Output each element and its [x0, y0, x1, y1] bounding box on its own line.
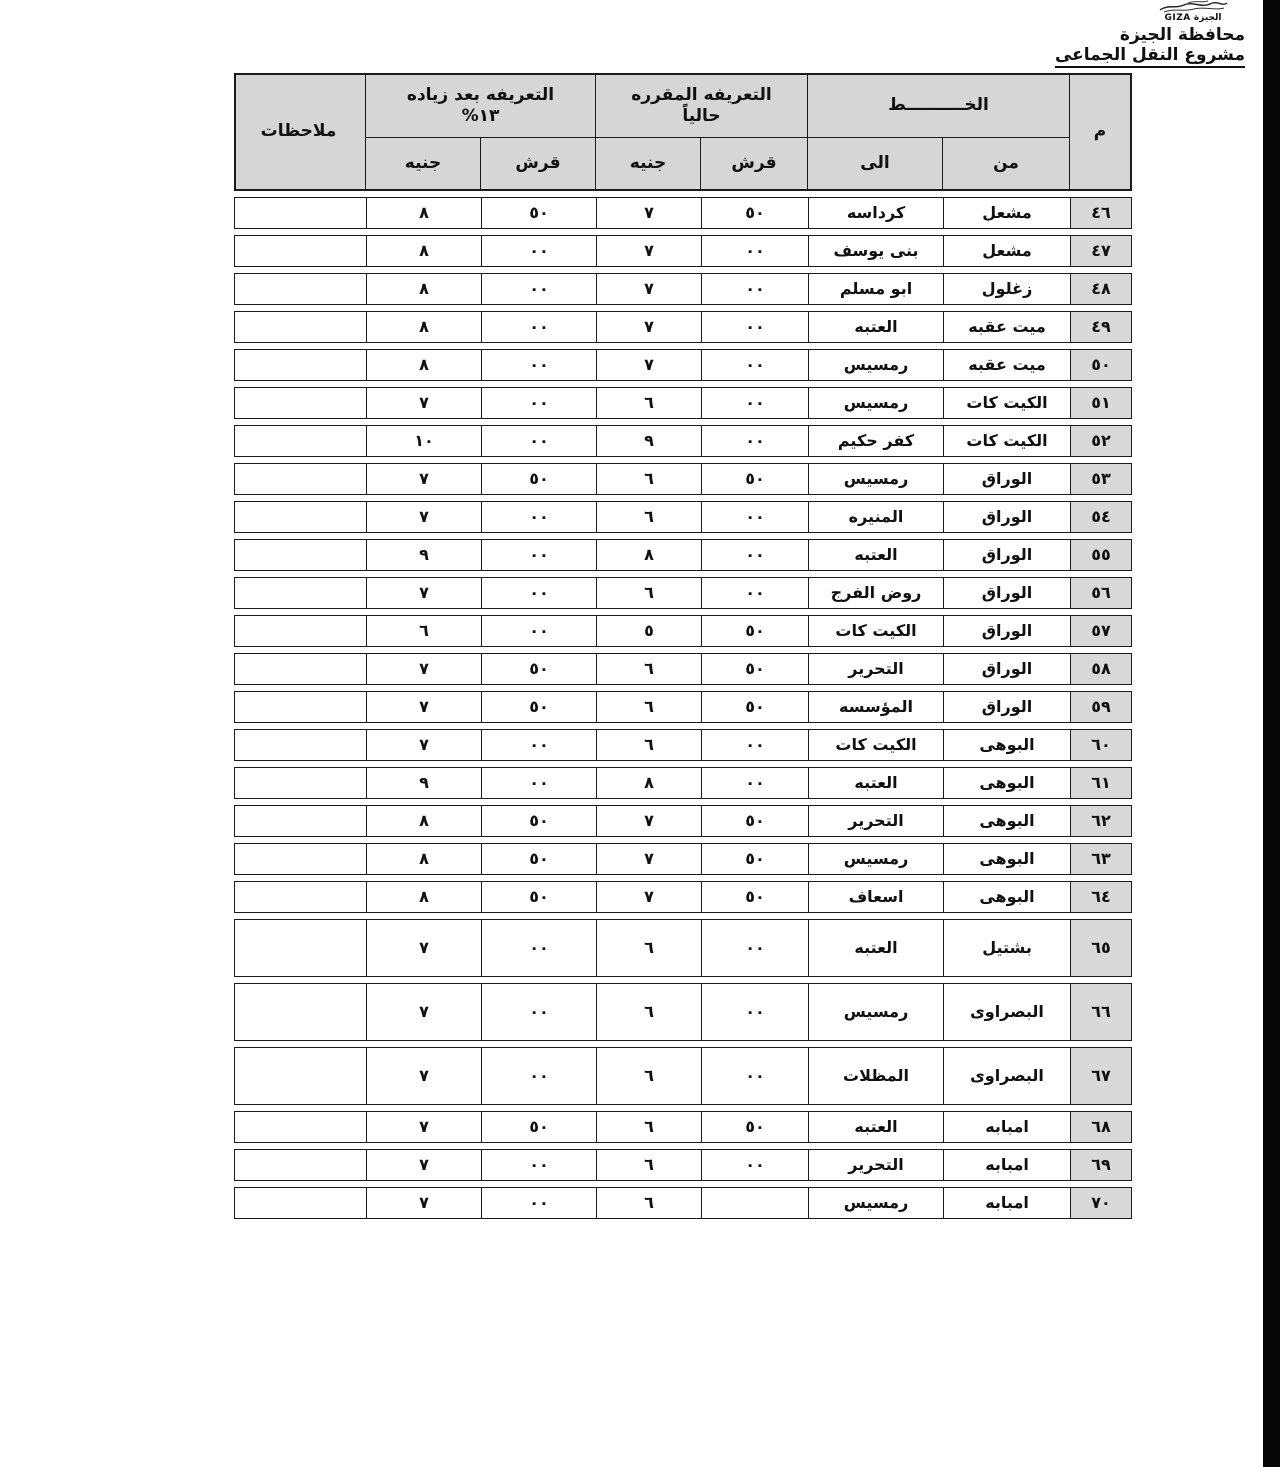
header-current-tariff-line2: حالياً [682, 106, 721, 126]
cell-increased-geneh: ٧ [367, 920, 482, 976]
cell-to: التحرير [809, 806, 944, 836]
header-increased-tariff-line1: التعريفه بعد زياده [406, 84, 555, 105]
cell-increased-geneh: ٨ [367, 274, 482, 304]
cell-increased-geneh: ٨ [367, 198, 482, 228]
table-row [234, 729, 1132, 761]
cell-notes [233, 540, 367, 570]
table-row [234, 1187, 1132, 1219]
cell-from: ميت عقبه [944, 350, 1071, 380]
cell-current-qirsh: ٠٠ [702, 768, 809, 798]
logo-scribble-icon [1158, 0, 1228, 13]
table-row [234, 881, 1132, 913]
table-row [234, 349, 1132, 381]
header-from: من [943, 137, 1070, 189]
cell-notes [233, 654, 367, 684]
cell-to: الكيت كات [809, 730, 944, 760]
cell-notes [233, 1150, 367, 1180]
header-line-group: الخــــــــــط [808, 75, 1070, 137]
header-current-tariff-group [596, 75, 808, 137]
page-header [1055, 0, 1245, 68]
cell-current-geneh: ٧ [597, 312, 702, 342]
cell-serial: ٦٣ [1071, 844, 1131, 874]
cell-serial: ٤٨ [1071, 274, 1131, 304]
cell-current-geneh: ٦ [597, 920, 702, 976]
cell-increased-geneh: ٨ [367, 312, 482, 342]
table-row [234, 539, 1132, 571]
cell-to: العتبه [809, 1112, 944, 1142]
cell-serial: ٦١ [1071, 768, 1131, 798]
cell-serial: ٥٩ [1071, 692, 1131, 722]
cell-current-qirsh: ٠٠ [702, 1048, 809, 1104]
cell-current-geneh: ٦ [597, 464, 702, 494]
cell-current-qirsh: ٠٠ [702, 350, 809, 380]
cell-to: التحرير [809, 1150, 944, 1180]
cell-serial: ٥٧ [1071, 616, 1131, 646]
cell-serial: ٥٠ [1071, 350, 1131, 380]
cell-serial: ٥٨ [1071, 654, 1131, 684]
header-notes: ملاحظات [232, 75, 366, 189]
cell-notes [233, 768, 367, 798]
table-header [234, 73, 1132, 191]
cell-serial: ٦٠ [1071, 730, 1131, 760]
table-row [234, 1149, 1132, 1181]
header-increased-geneh: جنيه [366, 137, 481, 189]
cell-current-qirsh: ٠٠ [702, 920, 809, 976]
cell-increased-qirsh: ٥٠ [482, 654, 597, 684]
cell-increased-qirsh: ٥٠ [482, 1112, 597, 1142]
cell-current-geneh: ٧ [597, 236, 702, 266]
table-row [234, 919, 1132, 977]
cell-from: زغلول [944, 274, 1071, 304]
cell-from: البصراوى [944, 1048, 1071, 1104]
cell-current-geneh: ٧ [597, 350, 702, 380]
cell-from: امبابه [944, 1112, 1071, 1142]
cell-serial: ٦٩ [1071, 1150, 1131, 1180]
table-row [234, 463, 1132, 495]
cell-notes [233, 1188, 367, 1218]
cell-notes [233, 844, 367, 874]
cell-increased-geneh: ٨ [367, 350, 482, 380]
cell-from: الكيت كات [944, 426, 1071, 456]
fare-table [234, 73, 1132, 1225]
cell-to: رمسيس [809, 984, 944, 1040]
cell-current-geneh: ٦ [597, 388, 702, 418]
cell-current-geneh: ٧ [597, 806, 702, 836]
cell-increased-geneh: ٧ [367, 730, 482, 760]
cell-from: الوراق [944, 540, 1071, 570]
cell-notes [233, 920, 367, 976]
header-current-geneh: جنيه [596, 137, 701, 189]
cell-current-qirsh: ٠٠ [702, 426, 809, 456]
cell-increased-geneh: ٧ [367, 1048, 482, 1104]
cell-current-geneh: ٦ [597, 730, 702, 760]
header-increased-tariff-group [366, 75, 596, 137]
cell-to: العتبه [809, 312, 944, 342]
cell-current-qirsh [702, 1188, 809, 1218]
cell-to: كرداسه [809, 198, 944, 228]
cell-current-qirsh: ٠٠ [702, 502, 809, 532]
cell-increased-qirsh: ٠٠ [482, 502, 597, 532]
cell-increased-qirsh: ٠٠ [482, 616, 597, 646]
cell-current-geneh: ٦ [597, 1188, 702, 1218]
cell-to: المنيره [809, 502, 944, 532]
header-current-qirsh: قرش [701, 137, 808, 189]
cell-increased-qirsh: ٠٠ [482, 1188, 597, 1218]
cell-serial: ٦٥ [1071, 920, 1131, 976]
cell-increased-geneh: ١٠ [367, 426, 482, 456]
cell-increased-geneh: ٩ [367, 540, 482, 570]
cell-from: امبابه [944, 1188, 1071, 1218]
cell-current-qirsh: ٠٠ [702, 540, 809, 570]
cell-from: الوراق [944, 616, 1071, 646]
cell-from: البصراوى [944, 984, 1071, 1040]
cell-increased-qirsh: ٠٠ [482, 426, 597, 456]
table-row [234, 1111, 1132, 1143]
header-increased-tariff-line2: ١٣% [461, 106, 500, 126]
cell-current-qirsh: ٥٠ [702, 654, 809, 684]
table-row [234, 691, 1132, 723]
cell-from: الوراق [944, 692, 1071, 722]
cell-increased-qirsh: ٠٠ [482, 578, 597, 608]
cell-current-geneh: ٨ [597, 768, 702, 798]
cell-current-qirsh: ٠٠ [702, 984, 809, 1040]
header-increased-qirsh: قرش [481, 137, 596, 189]
cell-increased-qirsh: ٥٠ [482, 806, 597, 836]
cell-current-geneh: ٧ [597, 198, 702, 228]
cell-serial: ٦٦ [1071, 984, 1131, 1040]
cell-from: البوهى [944, 844, 1071, 874]
cell-current-qirsh: ٥٠ [702, 692, 809, 722]
cell-notes [233, 426, 367, 456]
cell-increased-qirsh: ٠٠ [482, 1048, 597, 1104]
cell-from: البوهى [944, 730, 1071, 760]
cell-current-geneh: ٦ [597, 578, 702, 608]
cell-to: رمسيس [809, 844, 944, 874]
cell-increased-qirsh: ٠٠ [482, 274, 597, 304]
table-row [234, 983, 1132, 1041]
cell-notes [233, 692, 367, 722]
cell-current-qirsh: ٥٠ [702, 806, 809, 836]
page-title-project: مشروع النقل الجماعى [1055, 45, 1245, 68]
cell-from: ميت عقبه [944, 312, 1071, 342]
cell-serial: ٦٤ [1071, 882, 1131, 912]
table-row [234, 501, 1132, 533]
cell-current-geneh: ٦ [597, 984, 702, 1040]
cell-from: الوراق [944, 464, 1071, 494]
cell-from: امبابه [944, 1150, 1071, 1180]
table-row [234, 1047, 1132, 1105]
cell-increased-geneh: ٧ [367, 1150, 482, 1180]
cell-increased-geneh: ٧ [367, 984, 482, 1040]
cell-current-geneh: ٩ [597, 426, 702, 456]
cell-from: البوهى [944, 806, 1071, 836]
cell-serial: ٥٢ [1071, 426, 1131, 456]
table-row [234, 425, 1132, 457]
cell-from: بشتيل [944, 920, 1071, 976]
cell-increased-geneh: ٧ [367, 654, 482, 684]
cell-current-geneh: ٧ [597, 882, 702, 912]
cell-current-qirsh: ٠٠ [702, 236, 809, 266]
cell-serial: ٦٢ [1071, 806, 1131, 836]
cell-increased-geneh: ٧ [367, 1112, 482, 1142]
cell-to: ابو مسلم [809, 274, 944, 304]
cell-increased-qirsh: ٥٠ [482, 198, 597, 228]
cell-notes [233, 502, 367, 532]
cell-increased-qirsh: ٠٠ [482, 1150, 597, 1180]
cell-to: التحرير [809, 654, 944, 684]
cell-notes [233, 236, 367, 266]
table-row [234, 805, 1132, 837]
header-serial: م [1093, 121, 1107, 142]
table-row [234, 653, 1132, 685]
cell-from: الوراق [944, 502, 1071, 532]
table-row [234, 311, 1132, 343]
cell-increased-qirsh: ٠٠ [482, 984, 597, 1040]
cell-increased-qirsh: ٠٠ [482, 540, 597, 570]
cell-serial: ٥٣ [1071, 464, 1131, 494]
cell-notes [233, 882, 367, 912]
cell-current-geneh: ٦ [597, 692, 702, 722]
header-current-tariff-line1: التعريفه المقرره [631, 84, 772, 105]
cell-current-qirsh: ٠٠ [702, 274, 809, 304]
cell-increased-geneh: ٨ [367, 806, 482, 836]
cell-current-geneh: ٦ [597, 1150, 702, 1180]
cell-notes [233, 312, 367, 342]
cell-increased-qirsh: ٥٠ [482, 844, 597, 874]
cell-to: المظلات [809, 1048, 944, 1104]
cell-to: العتبه [809, 920, 944, 976]
table-row [234, 767, 1132, 799]
cell-notes [233, 198, 367, 228]
cell-to: المؤسسه [809, 692, 944, 722]
cell-notes [233, 1048, 367, 1104]
cell-current-qirsh: ٥٠ [702, 198, 809, 228]
table-row [234, 235, 1132, 267]
cell-current-qirsh: ٠٠ [702, 388, 809, 418]
cell-to: العتبه [809, 540, 944, 570]
cell-current-qirsh: ٥٠ [702, 616, 809, 646]
cell-serial: ٥١ [1071, 388, 1131, 418]
cell-from: البوهى [944, 882, 1071, 912]
cell-to: رمسيس [809, 1188, 944, 1218]
cell-serial: ٤٦ [1071, 198, 1131, 228]
cell-current-qirsh: ٠٠ [702, 312, 809, 342]
cell-increased-qirsh: ٠٠ [482, 236, 597, 266]
cell-increased-qirsh: ٠٠ [482, 312, 597, 342]
cell-increased-geneh: ٧ [367, 692, 482, 722]
giza-logo [1147, 0, 1239, 23]
cell-increased-qirsh: ٥٠ [482, 464, 597, 494]
cell-increased-geneh: ٩ [367, 768, 482, 798]
cell-notes [233, 350, 367, 380]
table-row [234, 615, 1132, 647]
cell-to: رمسيس [809, 350, 944, 380]
cell-current-geneh: ٥ [597, 616, 702, 646]
cell-current-qirsh: ٠٠ [702, 730, 809, 760]
cell-notes [233, 730, 367, 760]
table-row [234, 577, 1132, 609]
page-title-governorate: محافظة الجيزة [1119, 25, 1245, 45]
cell-from: البوهى [944, 768, 1071, 798]
cell-current-geneh: ٦ [597, 1112, 702, 1142]
table-body [234, 197, 1132, 1219]
cell-to: روض الفرج [809, 578, 944, 608]
cell-increased-qirsh: ٠٠ [482, 730, 597, 760]
cell-increased-geneh: ٨ [367, 882, 482, 912]
cell-current-geneh: ٨ [597, 540, 702, 570]
cell-current-geneh: ٦ [597, 502, 702, 532]
cell-increased-qirsh: ٠٠ [482, 768, 597, 798]
cell-notes [233, 806, 367, 836]
cell-current-geneh: ٦ [597, 1048, 702, 1104]
cell-serial: ٧٠ [1071, 1188, 1131, 1218]
cell-increased-geneh: ٦ [367, 616, 482, 646]
cell-increased-geneh: ٧ [367, 388, 482, 418]
table-row [234, 843, 1132, 875]
cell-increased-qirsh: ٥٠ [482, 882, 597, 912]
cell-notes [233, 616, 367, 646]
cell-from: الوراق [944, 578, 1071, 608]
table-row [234, 197, 1132, 229]
cell-current-qirsh: ٥٠ [702, 464, 809, 494]
cell-notes [233, 274, 367, 304]
cell-increased-qirsh: ٠٠ [482, 920, 597, 976]
cell-serial: ٦٨ [1071, 1112, 1131, 1142]
cell-to: العتبه [809, 768, 944, 798]
cell-current-qirsh: ٥٠ [702, 882, 809, 912]
scan-edge-strip [1263, 0, 1280, 1467]
logo-text: الجيزة GIZA [1164, 13, 1222, 23]
cell-current-geneh: ٦ [597, 654, 702, 684]
cell-serial: ٥٥ [1071, 540, 1131, 570]
cell-increased-geneh: ٨ [367, 236, 482, 266]
cell-notes [233, 578, 367, 608]
cell-current-geneh: ٧ [597, 274, 702, 304]
cell-to: رمسيس [809, 388, 944, 418]
cell-to: رمسيس [809, 464, 944, 494]
cell-increased-qirsh: ٠٠ [482, 350, 597, 380]
cell-current-qirsh: ٥٠ [702, 1112, 809, 1142]
cell-notes [233, 1112, 367, 1142]
cell-notes [233, 984, 367, 1040]
cell-serial: ٦٧ [1071, 1048, 1131, 1104]
cell-notes [233, 464, 367, 494]
cell-increased-geneh: ٧ [367, 502, 482, 532]
cell-serial: ٤٩ [1071, 312, 1131, 342]
cell-serial: ٥٦ [1071, 578, 1131, 608]
cell-increased-geneh: ٧ [367, 1188, 482, 1218]
cell-current-qirsh: ٠٠ [702, 578, 809, 608]
cell-to: اسعاف [809, 882, 944, 912]
cell-serial: ٤٧ [1071, 236, 1131, 266]
cell-increased-geneh: ٨ [367, 844, 482, 874]
cell-increased-qirsh: ٠٠ [482, 388, 597, 418]
cell-current-geneh: ٧ [597, 844, 702, 874]
cell-to: بنى يوسف [809, 236, 944, 266]
table-row [234, 273, 1132, 305]
cell-from: مشعل [944, 198, 1071, 228]
cell-increased-qirsh: ٥٠ [482, 692, 597, 722]
cell-to: الكيت كات [809, 616, 944, 646]
cell-from: الكيت كات [944, 388, 1071, 418]
cell-to: كفر حكيم [809, 426, 944, 456]
cell-notes [233, 388, 367, 418]
cell-serial: ٥٤ [1071, 502, 1131, 532]
cell-from: مشعل [944, 236, 1071, 266]
cell-current-qirsh: ٥٠ [702, 844, 809, 874]
cell-increased-geneh: ٧ [367, 464, 482, 494]
cell-increased-geneh: ٧ [367, 578, 482, 608]
header-to: الى [808, 137, 943, 189]
cell-current-qirsh: ٠٠ [702, 1150, 809, 1180]
cell-from: الوراق [944, 654, 1071, 684]
table-row [234, 387, 1132, 419]
